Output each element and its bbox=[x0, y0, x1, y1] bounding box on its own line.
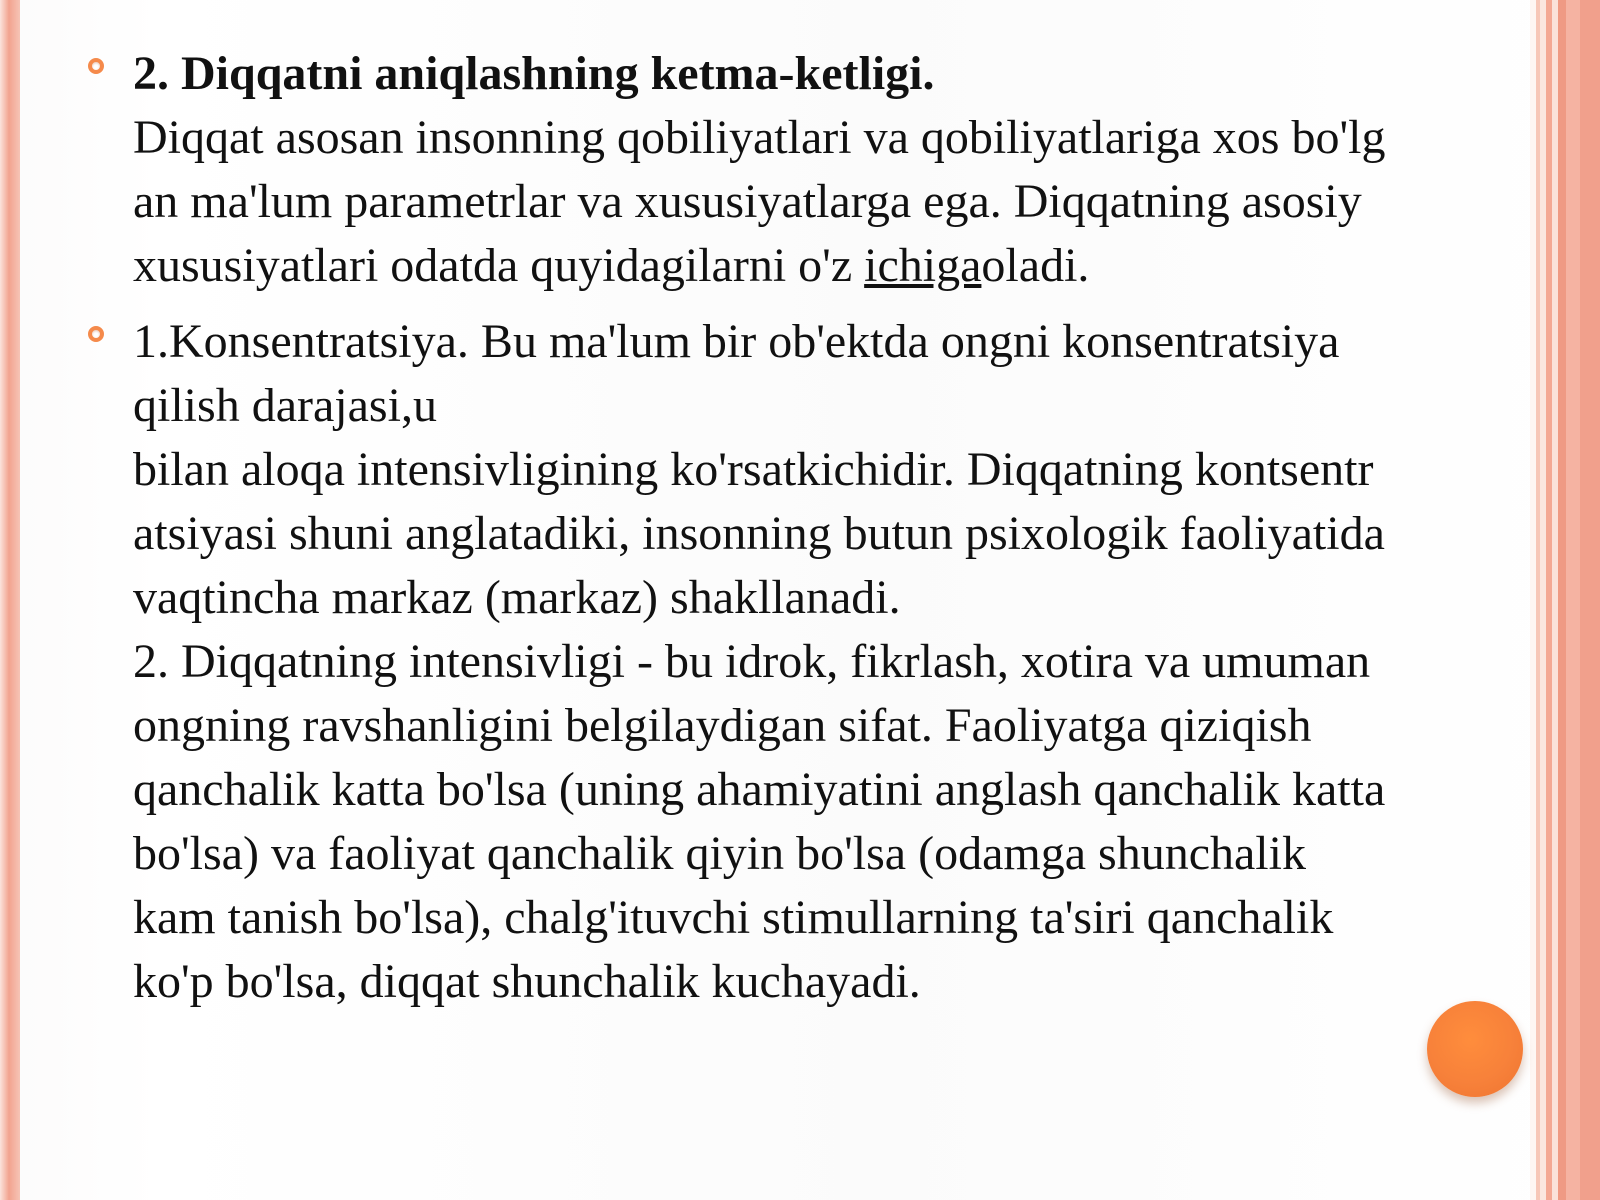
bullet-text-1 bbox=[133, 42, 1528, 298]
left-decorative-border bbox=[0, 0, 20, 1200]
text-line: Diqqat asosan insonning qobiliyatlari va qobiliyatlariga xos bo'lg bbox=[133, 111, 1386, 164]
text-line: vaqtincha markaz (markaz) shakllanadi. bbox=[133, 571, 901, 624]
text-fragment: xususiyatlari odatda quyidagilarni o'z bbox=[133, 239, 865, 292]
underlined-word: ichiga bbox=[864, 239, 982, 292]
bullet-text-2 bbox=[133, 310, 1528, 1014]
orange-circle-decoration bbox=[1427, 1001, 1523, 1097]
bullet-item-2 bbox=[88, 310, 1528, 1014]
text-line-last bbox=[133, 234, 1528, 298]
text-line: 2. Diqqatning intensivligi - bu idrok, fikrlash, xotira va umuman bbox=[133, 635, 1371, 688]
slide-content bbox=[88, 42, 1528, 1026]
right-decorative-stripes bbox=[1530, 0, 1600, 1200]
text-line: kam tanish bo'lsa), chalg'ituvchi stimullarning ta'siri qanchalik bbox=[133, 891, 1334, 944]
text-line: atsiyasi shuni anglatadiki, insonning butun psixologik faoliyatida bbox=[133, 507, 1385, 560]
bullet-title: 2. Diqqatni aniqlashning ketma-ketligi. bbox=[133, 47, 935, 100]
circle-bullet-icon bbox=[88, 326, 104, 342]
text-line: an ma'lum parametrlar va xususiyatlarga ega. Diqqatning asosiy bbox=[133, 175, 1362, 228]
text-line: ko'p bo'lsa, diqqat shunchalik kuchayadi. bbox=[133, 955, 921, 1008]
bullet-item-1 bbox=[88, 42, 1528, 298]
circle-bullet-icon bbox=[88, 58, 104, 74]
text-line: bilan aloqa intensivligining ko'rsatkichidir. Diqqatning kontsentr bbox=[133, 443, 1374, 496]
text-line: ongning ravshanligini belgilaydigan sifat. Faoliyatga qiziqish bbox=[133, 699, 1312, 752]
text-line: bo'lsa) va faoliyat qanchalik qiyin bo'lsa (odamga shunchalik bbox=[133, 827, 1306, 880]
text-line: qilish darajasi,u bbox=[133, 379, 437, 432]
text-line: qanchalik katta bo'lsa (uning ahamiyatini anglash qanchalik katta bbox=[133, 763, 1386, 816]
text-fragment: oladi. bbox=[981, 239, 1090, 292]
text-line: 1.Konsentratsiya. Bu ma'lum bir ob'ektda ongni konsentratsiya bbox=[133, 315, 1340, 368]
